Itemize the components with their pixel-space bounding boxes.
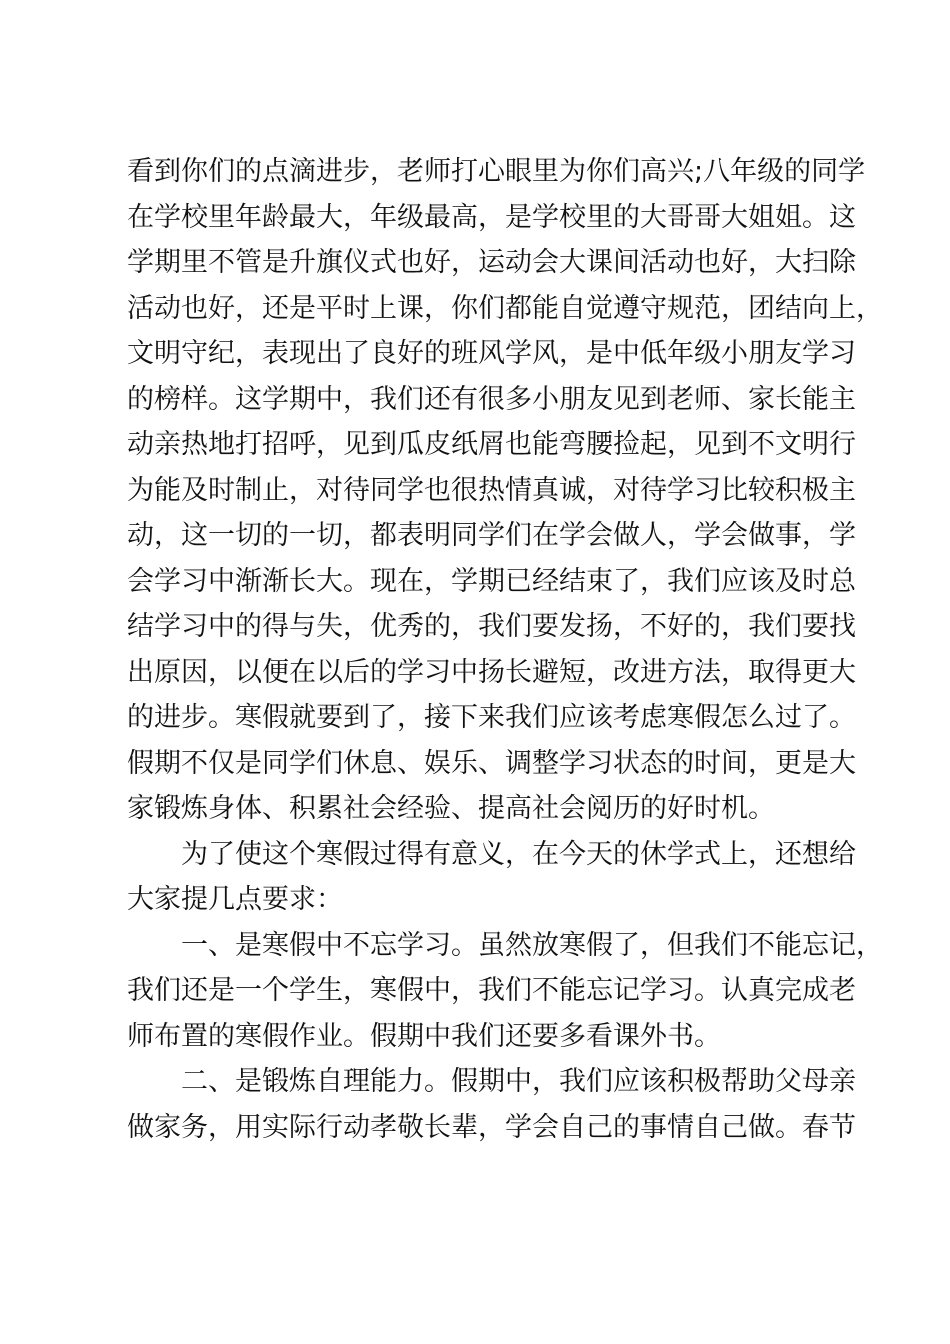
text-line: 假期不仅是同学们休息、娱乐、调整学习状态的时间，更是大 — [127, 747, 856, 779]
text-line: 做家务，用实际行动孝敬长辈，学会自己的事情自己做。春节 — [127, 1111, 856, 1143]
text-line: 的进步。寒假就要到了，接下来我们应该考虑寒假怎么过了。 — [127, 702, 856, 733]
text-line: 看到你们的点滴进步，老师打心眼里为你们高兴;八年级的同学 — [127, 156, 866, 187]
text-line: 动亲热地打招呼，见到瓜皮纸屑也能弯腰捡起，见到不文明行 — [127, 429, 856, 460]
text-line: 的榜样。这学期中，我们还有很多小朋友见到老师、家长能主 — [127, 383, 856, 415]
text-line: 二、是锻炼自理能力。假期中，我们应该积极帮助父母亲 — [127, 1066, 856, 1097]
text-line: 文明守纪，表现出了良好的班风学风，是中低年级小朋友学习 — [127, 338, 856, 369]
text-line: 我们还是一个学生，寒假中，我们不能忘记学习。认真完成老 — [127, 975, 856, 1006]
text-line: 动，这一切的一切，都表明同学们在学会做人，学会做事，学 — [127, 520, 856, 551]
text-line: 活动也好，还是平时上课，你们都能自觉遵守规范，团结向上， — [127, 292, 883, 324]
text-line: 出原因，以便在以后的学习中扬长避短，改进方法，取得更大 — [127, 656, 856, 688]
text-line: 在学校里年龄最大，年级最高，是学校里的大哥哥大姐姐。这 — [127, 201, 856, 233]
text-line: 学期里不管是升旗仪式也好，运动会大课间活动也好，大扫除 — [127, 247, 856, 278]
document-body — [127, 149, 883, 1150]
text-line: 会学习中渐渐长大。现在，学期已经结束了，我们应该及时总 — [127, 565, 856, 597]
text-line: 师布置的寒假作业。假期中我们还要多看课外书。 — [127, 1020, 721, 1052]
text-line: 结学习中的得与失，优秀的，我们要发扬，不好的，我们要找 — [127, 611, 856, 642]
text-line: 为能及时制止，对待同学也很热情真诚，对待学习比较积极主 — [127, 474, 856, 506]
text-line: 为了使这个寒假过得有意义，在今天的休学式上，还想给 — [127, 838, 856, 870]
text-line: 家锻炼身体、积累社会经验、提高社会阅历的好时机。 — [127, 793, 775, 824]
text-line: 一、是寒假中不忘学习。虽然放寒假了，但我们不能忘记， — [127, 929, 883, 961]
text-line: 大家提几点要求： — [127, 884, 343, 915]
